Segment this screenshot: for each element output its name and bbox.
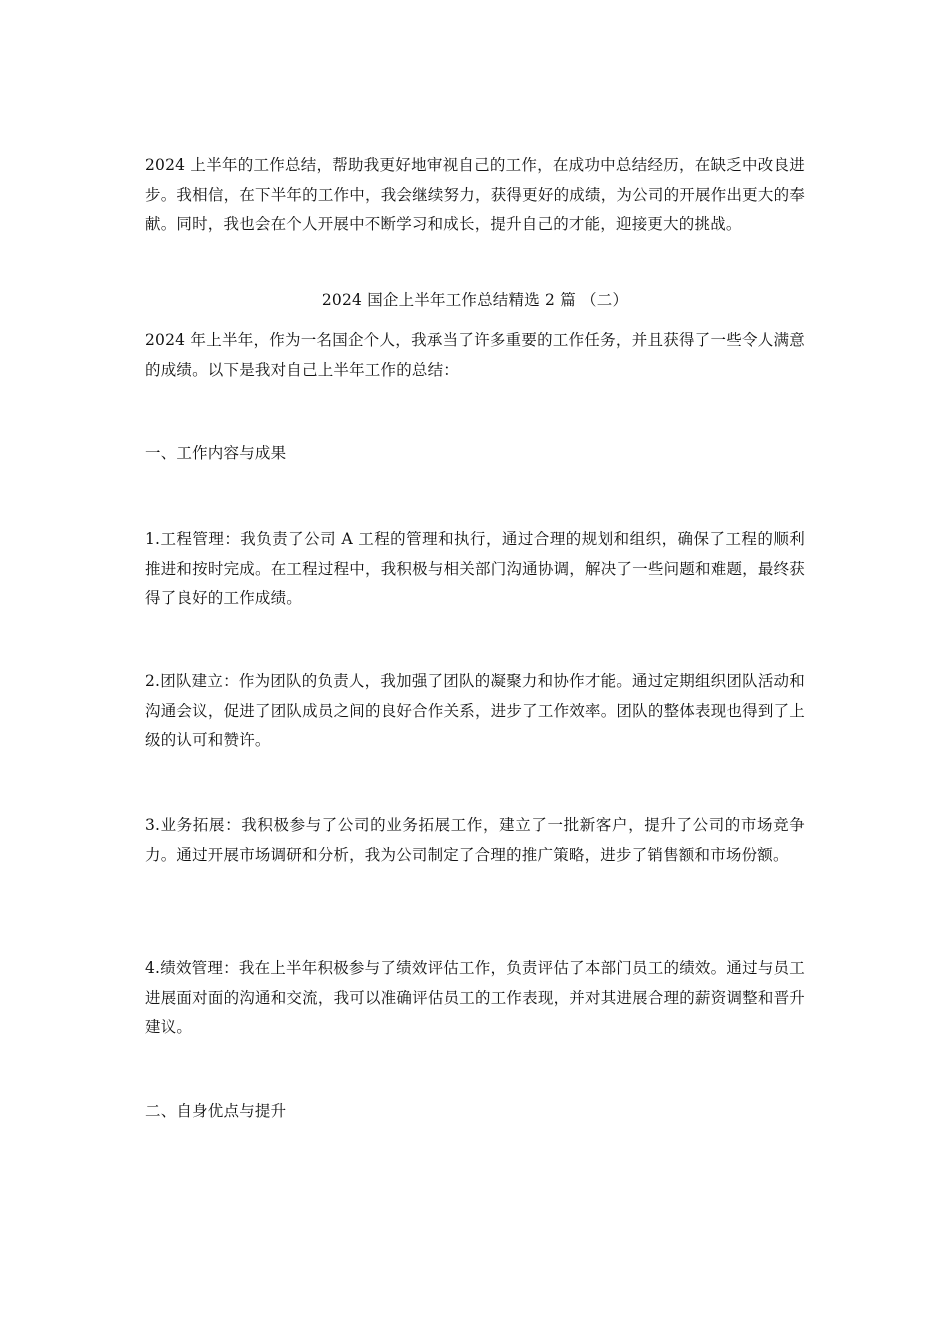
opening-paragraph: 2024 年上半年，作为一名国企个人，我承当了许多重要的工作任务，并且获得了一些令人满意的成绩。以下是我对自己上半年工作的总结： — [145, 331, 805, 379]
list-item-team-building: 2.团队建立：作为团队的负责人，我加强了团队的凝聚力和协作才能。通过定期组织团队活动和沟通会议，促进了团队成员之间的良好合作关系，进步了工作效率。团队的整体表现也得到了上级的认可和赞许。 — [145, 672, 805, 749]
list-item-project-management: 1.工程管理：我负责了公司 A 工程的管理和执行，通过合理的规划和组织，确保了工程的顺利推进和按时完成。在工程过程中，我积极与相关部门沟通协调，解决了一些问题和难题，最终获得了良好的工作成绩。 — [145, 530, 805, 607]
heading-strengths: 二、自身优点与提升 — [145, 1102, 287, 1120]
intro-paragraph: 2024 上半年的工作总结，帮助我更好地审视自己的工作，在成功中总结经历，在缺乏中改良进步。我相信，在下半年的工作中，我会继续努力，获得更好的成绩，为公司的开展作出更大的奉献。同时，我也会在个人开展中不断学习和成长，提升自己的才能，迎接更大的挑战。 — [145, 156, 805, 233]
list-item-business-expansion: 3.业务拓展：我积极参与了公司的业务拓展工作，建立了一批新客户，提升了公司的市场竞争力。通过开展市场调研和分析，我为公司制定了合理的推广策略，进步了销售额和市场份额。 — [145, 816, 805, 864]
heading-work-content: 一、工作内容与成果 — [145, 444, 287, 462]
section-title: 2024 国企上半年工作总结精选 2 篇 （二） — [321, 291, 629, 309]
list-item-performance-management: 4.绩效管理：我在上半年积极参与了绩效评估工作，负责评估了本部门员工的绩效。通过与员工进展面对面的沟通和交流，我可以准确评估员工的工作表现，并对其进展合理的薪资调整和晋升建议。 — [145, 959, 805, 1036]
